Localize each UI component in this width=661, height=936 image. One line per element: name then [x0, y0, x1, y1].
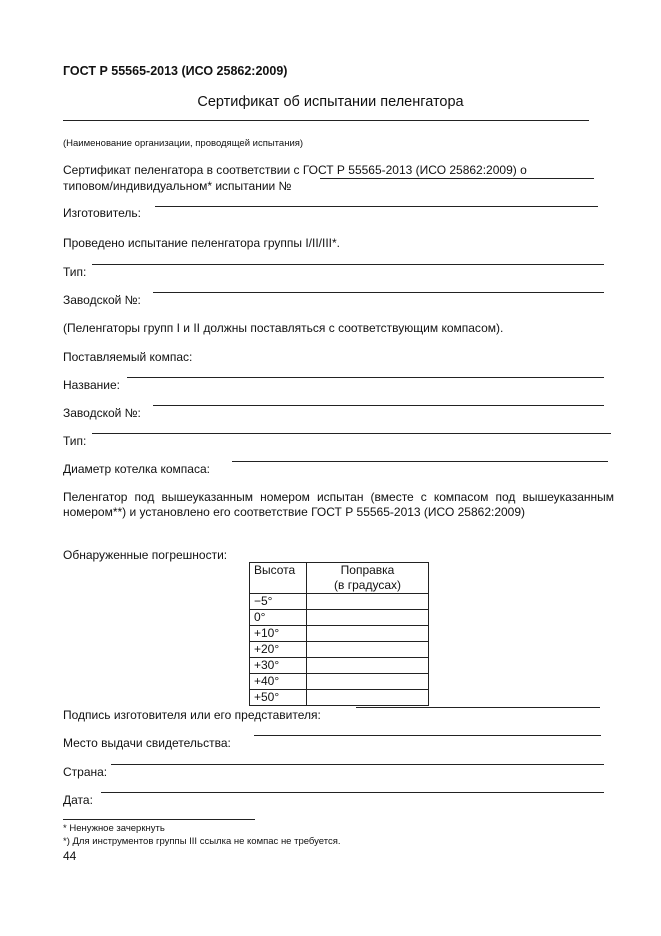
table-row: [250, 594, 429, 610]
correction-header-line2: (в градусах): [334, 578, 401, 592]
footnote-divider: [63, 819, 255, 820]
correction-cell[interactable]: [307, 674, 429, 690]
table-row: [250, 626, 429, 642]
height-cell: +50°: [250, 690, 307, 706]
height-cell: 0°: [250, 610, 307, 626]
serial-label: Заводской №:: [63, 293, 141, 307]
type-line[interactable]: [92, 264, 604, 265]
group-test-text: Проведено испытание пеленгатора группы I/II/III*.: [63, 236, 340, 250]
correction-cell[interactable]: [307, 610, 429, 626]
height-cell: +40°: [250, 674, 307, 690]
intro-line-2: типовом/индивидуальном* испытании №: [63, 179, 292, 193]
country-label: Страна:: [63, 765, 108, 779]
compass-name-line[interactable]: [127, 377, 604, 378]
footnote-2: *) Для инструментов группы III ссылка не компас не требуется.: [63, 836, 341, 847]
signature-label: Подпись изготовителя или его представителя:: [63, 708, 321, 722]
groups-note: (Пеленгаторы групп I и II должны поставляться с соответствующим компасом).: [63, 321, 504, 335]
correction-cell[interactable]: [307, 690, 429, 706]
table-row: [250, 690, 429, 706]
date-line[interactable]: [101, 792, 604, 793]
correction-cell[interactable]: [307, 626, 429, 642]
footnote-1: * Ненужное зачеркнуть: [63, 823, 165, 834]
manufacturer-label: Изготовитель:: [63, 206, 141, 220]
height-cell: −5°: [250, 594, 307, 610]
intro-line-1: [63, 163, 614, 178]
correction-header: [307, 563, 429, 594]
intro-line-1-text: Сертификат пеленгатора в соответствии с ГОСТ Р 55565-2013 (ИСО 25862:2009) о: [63, 163, 527, 177]
compass-serial-label: Заводской №:: [63, 406, 141, 420]
table-row: [250, 610, 429, 626]
bowl-diameter-line[interactable]: [232, 461, 608, 462]
country-line[interactable]: [111, 764, 604, 765]
org-name-line[interactable]: [63, 120, 589, 121]
table-header-row: [250, 563, 429, 594]
standard-header: ГОСТ Р 55565-2013 (ИСО 25862:2009): [63, 64, 288, 78]
height-cell: +20°: [250, 642, 307, 658]
place-label: Место выдачи свидетельства:: [63, 736, 231, 750]
table-row: [250, 642, 429, 658]
compass-serial-line[interactable]: [153, 405, 604, 406]
manufacturer-line[interactable]: [155, 206, 598, 207]
type-label: Тип:: [63, 265, 87, 279]
compass-type-line[interactable]: [92, 433, 611, 434]
date-label: Дата:: [63, 793, 93, 807]
height-cell: +10°: [250, 626, 307, 642]
compass-type-label: Тип:: [63, 434, 87, 448]
test-number-line[interactable]: [320, 178, 594, 179]
table-row: [250, 658, 429, 674]
correction-header-line1: Поправка: [340, 563, 395, 577]
org-caption: (Наименование организации, проводящей испытания): [63, 138, 304, 149]
compass-supplied-label: Поставляемый компас:: [63, 350, 193, 364]
bowl-diameter-label: Диаметр котелка компаса:: [63, 462, 210, 476]
signature-line[interactable]: [356, 707, 600, 708]
errors-label: Обнаруженные погрешности:: [63, 548, 228, 562]
document-title: Сертификат об испытании пеленгатора: [197, 94, 464, 110]
page-number: 44: [63, 849, 77, 863]
place-line[interactable]: [254, 735, 601, 736]
errors-table: [249, 562, 429, 706]
conformity-statement: Пеленгатор под вышеуказанным номером испытан (вместе с компасом под вышеуказанным номером**) и установлено его соответствие ГОСТ Р 55565-2013 (ИСО 25862:2009): [63, 490, 614, 519]
correction-cell[interactable]: [307, 642, 429, 658]
table-row: [250, 674, 429, 690]
height-header: Высота: [250, 563, 307, 594]
correction-cell[interactable]: [307, 594, 429, 610]
serial-line[interactable]: [153, 292, 604, 293]
correction-cell[interactable]: [307, 658, 429, 674]
height-cell: +30°: [250, 658, 307, 674]
compass-name-label: Название:: [63, 378, 120, 392]
